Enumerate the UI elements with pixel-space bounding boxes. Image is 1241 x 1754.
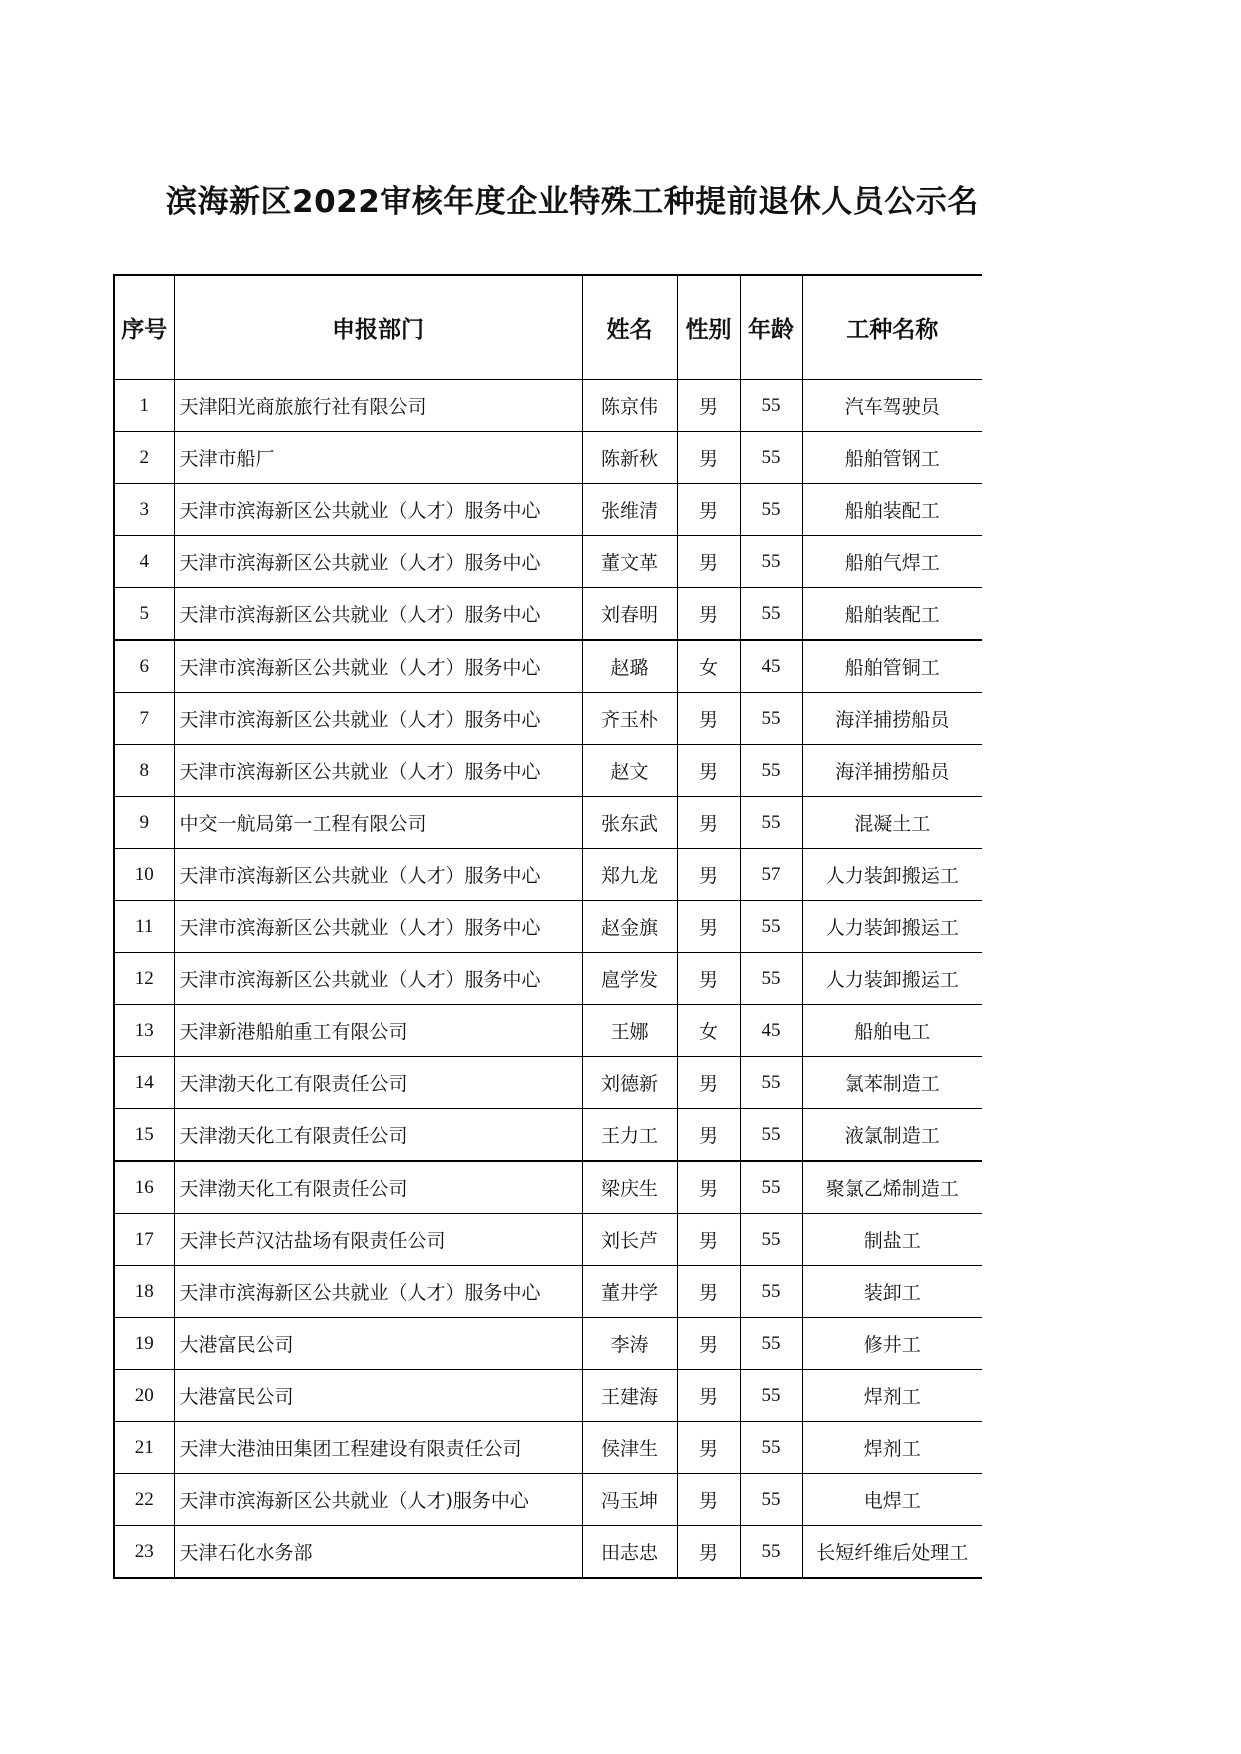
cell-dept: 天津市滨海新区公共就业（人才）服务中心: [174, 693, 582, 745]
cell-gender: 男: [677, 536, 740, 588]
cell-seq: 15: [114, 1109, 174, 1162]
cell-name: 董井学: [582, 1266, 677, 1318]
table-header-row: [114, 275, 982, 380]
cell-seq: 1: [114, 380, 174, 432]
table-row: [114, 1161, 982, 1214]
cell-job: 人力装卸搬运工: [802, 953, 982, 1005]
cell-dept: 天津渤天化工有限责任公司: [174, 1109, 582, 1162]
cell-age: 55: [740, 953, 802, 1005]
table-row: [114, 432, 982, 484]
table-row: [114, 588, 982, 641]
cell-name: 扈学发: [582, 953, 677, 1005]
cell-seq: 3: [114, 484, 174, 536]
cell-job: 装卸工: [802, 1266, 982, 1318]
table-row: [114, 797, 982, 849]
cell-seq: 21: [114, 1422, 174, 1474]
cell-dept: 天津市滨海新区公共就业（人才)服务中心: [174, 1474, 582, 1526]
cell-dept: 天津阳光商旅旅行社有限公司: [174, 380, 582, 432]
cell-dept: 天津大港油田集团工程建设有限责任公司: [174, 1422, 582, 1474]
cell-seq: 13: [114, 1005, 174, 1057]
cell-age: 55: [740, 901, 802, 953]
cell-dept: 天津市船厂: [174, 432, 582, 484]
cell-age: 55: [740, 484, 802, 536]
cell-dept: 天津市滨海新区公共就业（人才）服务中心: [174, 953, 582, 1005]
cell-gender: 男: [677, 1161, 740, 1214]
cell-name: 梁庆生: [582, 1161, 677, 1214]
cell-gender: 女: [677, 1005, 740, 1057]
cell-dept: 天津新港船舶重工有限公司: [174, 1005, 582, 1057]
cell-dept: 天津市滨海新区公共就业（人才）服务中心: [174, 640, 582, 693]
cell-job: 船舶电工: [802, 1005, 982, 1057]
cell-gender: 男: [677, 588, 740, 641]
cell-name: 张东武: [582, 797, 677, 849]
cell-age: 55: [740, 1474, 802, 1526]
header-gender: 性别: [677, 275, 740, 380]
cell-job: 液氯制造工: [802, 1109, 982, 1162]
cell-dept: 大港富民公司: [174, 1370, 582, 1422]
cell-gender: 男: [677, 1422, 740, 1474]
cell-dept: 天津渤天化工有限责任公司: [174, 1057, 582, 1109]
cell-dept: 天津渤天化工有限责任公司: [174, 1161, 582, 1214]
table-row: [114, 1474, 982, 1526]
table-row: [114, 1214, 982, 1266]
cell-name: 陈新秋: [582, 432, 677, 484]
cell-job: 海洋捕捞船员: [802, 745, 982, 797]
cell-gender: 男: [677, 953, 740, 1005]
cell-job: 汽车驾驶员: [802, 380, 982, 432]
cell-job: 人力装卸搬运工: [802, 849, 982, 901]
cell-name: 田志忠: [582, 1526, 677, 1579]
cell-name: 刘春明: [582, 588, 677, 641]
cell-seq: 18: [114, 1266, 174, 1318]
table-row: [114, 953, 982, 1005]
cell-name: 李涛: [582, 1318, 677, 1370]
cell-gender: 男: [677, 1370, 740, 1422]
cell-dept: 天津长芦汉沽盐场有限责任公司: [174, 1214, 582, 1266]
cell-job: 海洋捕捞船员: [802, 693, 982, 745]
cell-seq: 5: [114, 588, 174, 641]
header-job: 工种名称: [802, 275, 982, 380]
cell-job: 船舶气焊工: [802, 536, 982, 588]
cell-name: 张维清: [582, 484, 677, 536]
table-row: [114, 380, 982, 432]
header-dept: 申报部门: [174, 275, 582, 380]
table-row: [114, 1422, 982, 1474]
cell-age: 55: [740, 1109, 802, 1162]
cell-dept: 天津市滨海新区公共就业（人才）服务中心: [174, 745, 582, 797]
cell-age: 55: [740, 745, 802, 797]
cell-name: 赵璐: [582, 640, 677, 693]
cell-name: 王力工: [582, 1109, 677, 1162]
cell-job: 制盐工: [802, 1214, 982, 1266]
header-seq: 序号: [114, 275, 174, 380]
cell-gender: 男: [677, 1526, 740, 1579]
cell-name: 刘长芦: [582, 1214, 677, 1266]
cell-age: 55: [740, 1318, 802, 1370]
cell-age: 55: [740, 1161, 802, 1214]
cell-job: 电焊工: [802, 1474, 982, 1526]
cell-job: 修井工: [802, 1318, 982, 1370]
cell-seq: 22: [114, 1474, 174, 1526]
cell-job: 氯苯制造工: [802, 1057, 982, 1109]
cell-dept: 天津市滨海新区公共就业（人才）服务中心: [174, 901, 582, 953]
cell-gender: 男: [677, 1109, 740, 1162]
cell-name: 齐玉朴: [582, 693, 677, 745]
cell-gender: 男: [677, 745, 740, 797]
cell-dept: 天津石化水务部: [174, 1526, 582, 1579]
cell-gender: 男: [677, 484, 740, 536]
cell-name: 侯津生: [582, 1422, 677, 1474]
table-row: [114, 1266, 982, 1318]
table-row: [114, 640, 982, 693]
cell-name: 董文革: [582, 536, 677, 588]
cell-gender: 男: [677, 1057, 740, 1109]
cell-age: 45: [740, 1005, 802, 1057]
table-row: [114, 1318, 982, 1370]
cell-dept: 大港富民公司: [174, 1318, 582, 1370]
cell-job: 船舶管铜工: [802, 640, 982, 693]
cell-seq: 23: [114, 1526, 174, 1579]
table-row: [114, 745, 982, 797]
cell-seq: 4: [114, 536, 174, 588]
cell-seq: 6: [114, 640, 174, 693]
cell-gender: 男: [677, 1214, 740, 1266]
cell-dept: 天津市滨海新区公共就业（人才）服务中心: [174, 1266, 582, 1318]
cell-job: 船舶装配工: [802, 484, 982, 536]
cell-seq: 19: [114, 1318, 174, 1370]
table-row: [114, 1526, 982, 1579]
cell-job: 混凝土工: [802, 797, 982, 849]
cell-seq: 20: [114, 1370, 174, 1422]
table-row: [114, 484, 982, 536]
cell-gender: 男: [677, 432, 740, 484]
cell-name: 王娜: [582, 1005, 677, 1057]
cell-dept: 天津市滨海新区公共就业（人才）服务中心: [174, 484, 582, 536]
cell-name: 刘德新: [582, 1057, 677, 1109]
cell-seq: 17: [114, 1214, 174, 1266]
cell-dept: 天津市滨海新区公共就业（人才）服务中心: [174, 588, 582, 641]
cell-job: 长短纤维后处理工: [802, 1526, 982, 1579]
cell-gender: 男: [677, 1318, 740, 1370]
cell-seq: 2: [114, 432, 174, 484]
cell-seq: 11: [114, 901, 174, 953]
table-row: [114, 1057, 982, 1109]
page-title: 滨海新区2022审核年度企业特殊工种提前退休人员公示名: [166, 184, 979, 220]
table-row: [114, 849, 982, 901]
cell-job: 人力装卸搬运工: [802, 901, 982, 953]
table-row: [114, 1370, 982, 1422]
cell-dept: 天津市滨海新区公共就业（人才）服务中心: [174, 849, 582, 901]
retirement-table: [113, 274, 982, 1579]
cell-gender: 男: [677, 849, 740, 901]
cell-name: 郑九龙: [582, 849, 677, 901]
cell-seq: 8: [114, 745, 174, 797]
cell-name: 赵金旗: [582, 901, 677, 953]
cell-seq: 16: [114, 1161, 174, 1214]
cell-job: 船舶管钢工: [802, 432, 982, 484]
cell-job: 聚氯乙烯制造工: [802, 1161, 982, 1214]
table-body: [114, 380, 982, 1579]
cell-seq: 9: [114, 797, 174, 849]
table-row: [114, 536, 982, 588]
cell-age: 55: [740, 1057, 802, 1109]
cell-age: 55: [740, 1214, 802, 1266]
cell-gender: 男: [677, 1266, 740, 1318]
cell-job: 焊剂工: [802, 1422, 982, 1474]
cell-gender: 女: [677, 640, 740, 693]
cell-gender: 男: [677, 1474, 740, 1526]
cell-age: 55: [740, 1526, 802, 1579]
cell-dept: 天津市滨海新区公共就业（人才）服务中心: [174, 536, 582, 588]
table-row: [114, 901, 982, 953]
table-row: [114, 1005, 982, 1057]
cell-age: 55: [740, 1370, 802, 1422]
cell-seq: 14: [114, 1057, 174, 1109]
cell-gender: 男: [677, 693, 740, 745]
cell-dept: 中交一航局第一工程有限公司: [174, 797, 582, 849]
table-row: [114, 1109, 982, 1162]
cell-seq: 10: [114, 849, 174, 901]
cell-age: 55: [740, 693, 802, 745]
cell-name: 冯玉坤: [582, 1474, 677, 1526]
header-name: 姓名: [582, 275, 677, 380]
cell-age: 55: [740, 432, 802, 484]
cell-gender: 男: [677, 901, 740, 953]
cell-age: 57: [740, 849, 802, 901]
cell-age: 55: [740, 588, 802, 641]
cell-seq: 7: [114, 693, 174, 745]
cell-age: 55: [740, 380, 802, 432]
cell-seq: 12: [114, 953, 174, 1005]
cell-age: 55: [740, 1266, 802, 1318]
cell-age: 45: [740, 640, 802, 693]
table-row: [114, 693, 982, 745]
header-age: 年龄: [740, 275, 802, 380]
cell-name: 陈京伟: [582, 380, 677, 432]
cell-gender: 男: [677, 797, 740, 849]
cell-name: 王建海: [582, 1370, 677, 1422]
cell-job: 船舶装配工: [802, 588, 982, 641]
cell-age: 55: [740, 536, 802, 588]
cell-gender: 男: [677, 380, 740, 432]
cell-age: 55: [740, 1422, 802, 1474]
cell-job: 焊剂工: [802, 1370, 982, 1422]
cell-age: 55: [740, 797, 802, 849]
cell-name: 赵文: [582, 745, 677, 797]
